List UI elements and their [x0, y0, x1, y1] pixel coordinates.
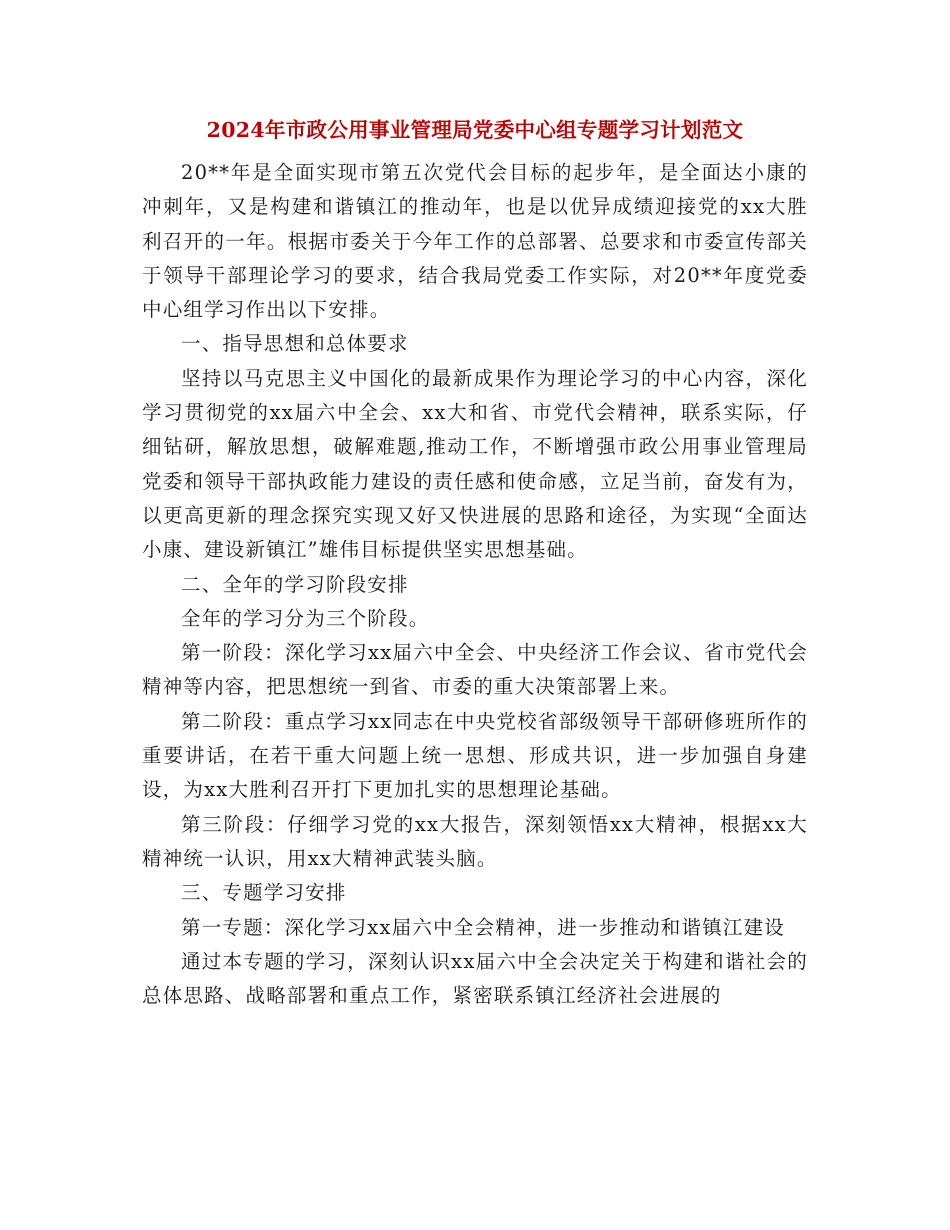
section-heading-2: 二、全年的学习阶段安排 — [181, 572, 409, 596]
paragraph-intro: 20**年是全面实现市第五次党代会目标的起步年，是全面达小康的冲刺年，又是构建和谐镇江的推动年，也是以优异成绩迎接党的xx大胜利召开的一年。根据市委关于今年工作的总部署、总要求和市委宣传部关于领导干部理论学习的要求，结合我局党委工作实际，对20**年度党委中心组学习作出以下安排。 — [142, 161, 808, 322]
section-heading-3: 三、专题学习安排 — [181, 881, 347, 905]
paragraph-stages-intro: 全年的学习分为三个阶段。 — [181, 606, 430, 630]
document-body — [142, 156, 808, 1013]
paragraph-topic-1-detail: 通过本专题的学习，深刻认识xx届六中全会决定关于构建和谐社会的总体思路、战略部署和重点工作，紧密联系镇江经济社会进展的 — [142, 949, 808, 1008]
paragraph-stage-1: 第一阶段：深化学习xx届六中全会、中央经济工作会议、省市党代会精神等内容，把思想统一到省、市委的重大决策部署上来。 — [142, 641, 808, 699]
paragraph-stage-3: 第三阶段：仔细学习党的xx大报告，深刻领悟xx大精神，根据xx大精神统一认识，用xx大精神武装头脑。 — [142, 812, 808, 870]
section-heading-1: 一、指导思想和总体要求 — [181, 332, 409, 356]
paragraph-topic-1: 第一专题：深化学习xx届六中全会精神，进一步推动和谐镇江建设 — [181, 915, 785, 939]
paragraph-stage-2: 第二阶段：重点学习xx同志在中央党校省部级领导干部研修班所作的重要讲话，在若干重大问题上统一思想、形成共识，进一步加强自身建设，为xx大胜利召开打下更加扎实的思想理论基础。 — [142, 709, 808, 802]
paragraph-guiding-ideas: 坚持以马克思主义中国化的最新成果作为理论学习的中心内容，深化学习贯彻党的xx届六中全会、xx大和省、市党代会精神，联系实际，仔细钻研，解放思想，破解难题,推动工作，不断增强市政公用事业管理局党委和领导干部执政能力建设的责任感和使命感，立足当前，奋发有为，以更高更新的理念探究实现又好又快进展的思路和途径，为实现“全面达小康、建设新镇江”雄伟目标提供坚实思想基础。 — [142, 366, 808, 562]
document-title: 2024年市政公用事业管理局党委中心组专题学习计划范文 — [206, 118, 744, 142]
